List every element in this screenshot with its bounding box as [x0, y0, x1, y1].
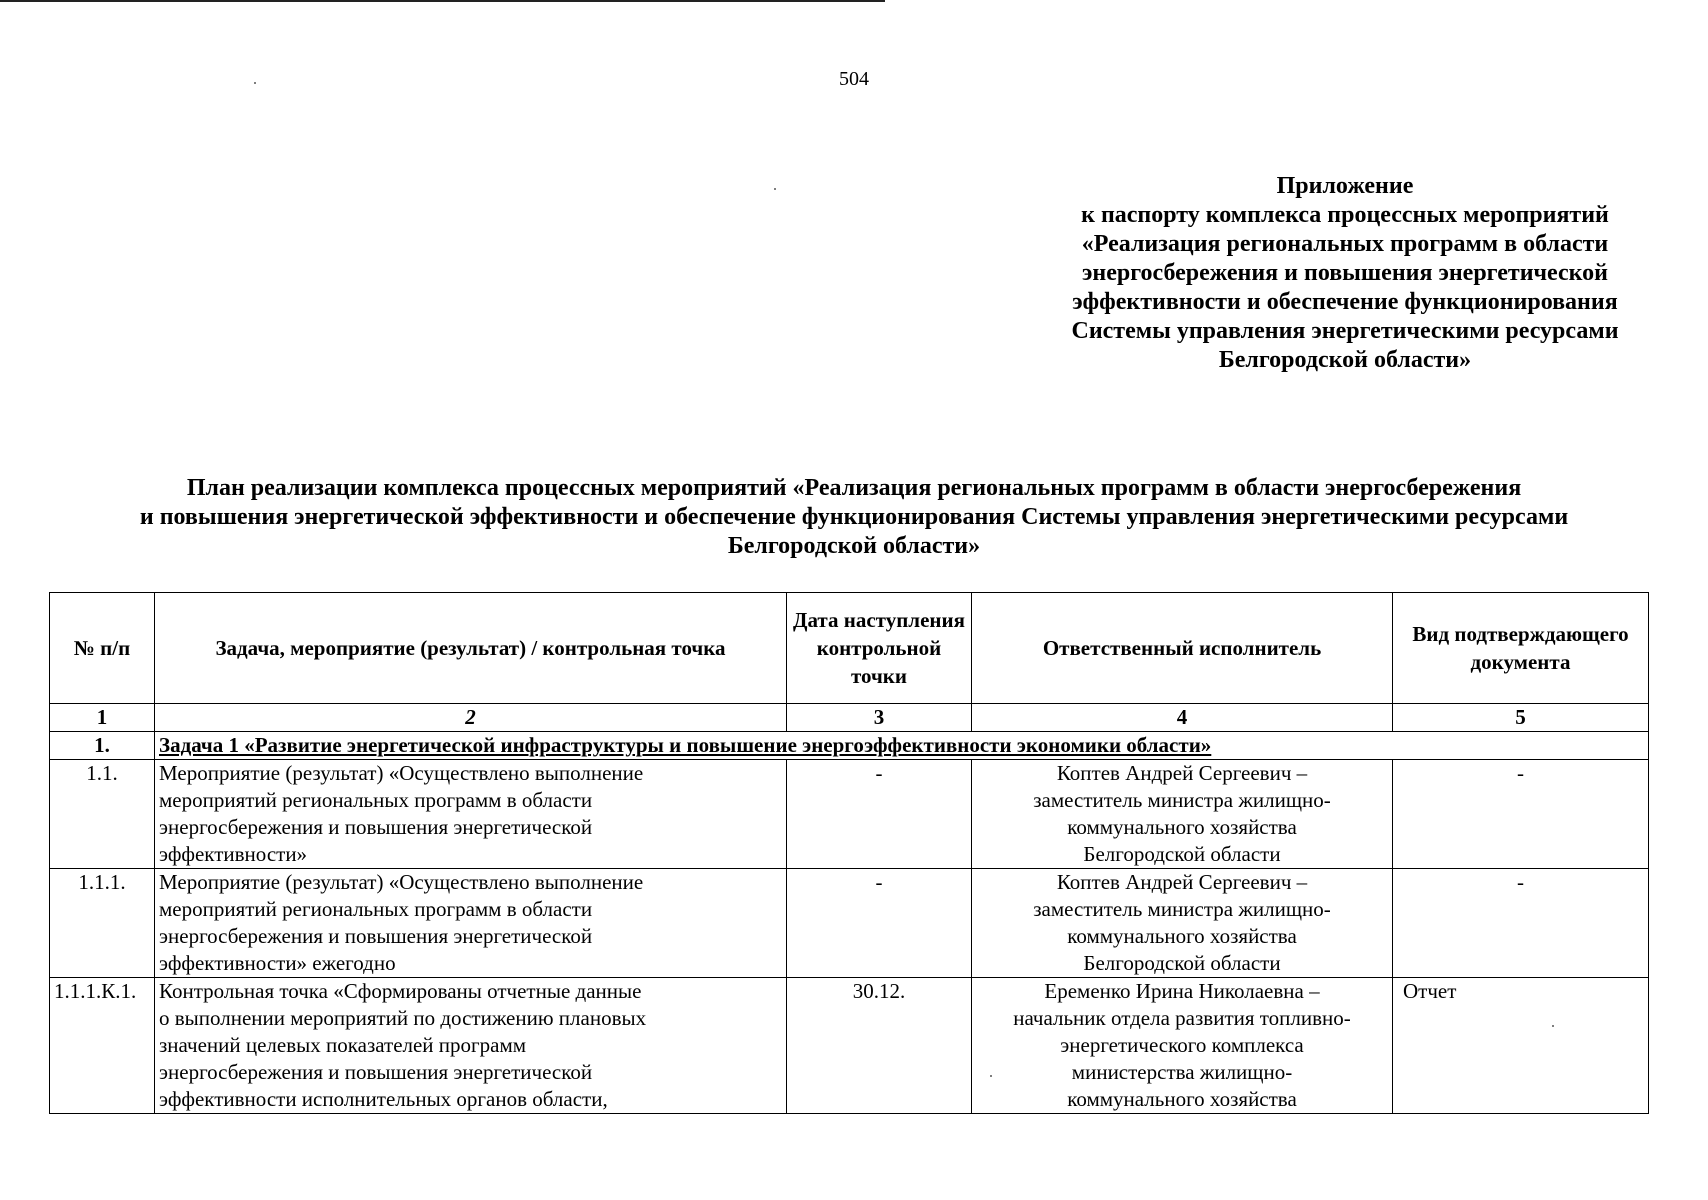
- executor-line: коммунального хозяйства: [1067, 815, 1297, 839]
- scan-speck: [1552, 1025, 1554, 1027]
- row-date: -: [787, 869, 972, 978]
- appendix-line: «Реализация региональных программ в области: [1081, 231, 1609, 257]
- scan-speck: [774, 188, 776, 190]
- description-line: Контрольная точка «Сформированы отчетные данные: [159, 979, 642, 1003]
- plan-table: [49, 592, 1649, 1114]
- column-number: 3: [787, 704, 972, 732]
- scan-speck: [254, 82, 256, 84]
- row-number: 1.1.1.: [50, 869, 155, 978]
- task-text: Задача 1 «Развитие энергетической инфраструктуры и повышение энергоэффективности экономики области»: [155, 732, 1649, 760]
- description-line: эффективности»: [159, 842, 308, 866]
- column-numbers-row: [50, 704, 1649, 732]
- header-number: № п/п: [50, 593, 155, 704]
- row-number: 1.1.1.К.1.: [50, 978, 155, 1114]
- description-line: мероприятий региональных программ в области: [159, 897, 593, 921]
- row-document: -: [1393, 760, 1649, 869]
- row-number: 1.1.: [50, 760, 155, 869]
- description-line: эффективности» ежегодно: [159, 951, 396, 975]
- description-line: энергосбережения и повышения энергетической: [159, 1060, 593, 1084]
- row-date: 30.12.: [787, 978, 972, 1114]
- description-line: энергосбережения и повышения энергетической: [159, 815, 593, 839]
- column-number: 2: [155, 704, 787, 732]
- row-document: -: [1393, 869, 1649, 978]
- column-number: 5: [1393, 704, 1649, 732]
- appendix-line: эффективности и обеспечение функционирования: [1072, 289, 1618, 315]
- description-line: Мероприятие (результат) «Осуществлено выполнение: [159, 761, 644, 785]
- scan-edge-line: [0, 0, 885, 2]
- row-document: Отчет: [1393, 978, 1649, 1114]
- description-line: Мероприятие (результат) «Осуществлено выполнение: [159, 870, 644, 894]
- appendix-line: Приложение: [1276, 173, 1414, 199]
- column-number: 1: [50, 704, 155, 732]
- header-document: Вид подтверждающего документа: [1393, 593, 1649, 704]
- description-line: о выполнении мероприятий по достижению плановых: [159, 1006, 647, 1030]
- description-line: энергосбережения и повышения энергетической: [159, 924, 593, 948]
- executor-line: коммунального хозяйства: [1067, 1087, 1297, 1111]
- plan-title: [40, 474, 1668, 561]
- appendix-line: к паспорту комплекса процессных мероприятий: [1081, 202, 1609, 228]
- description-line: мероприятий региональных программ в области: [159, 788, 593, 812]
- executor-line: Белгородской области: [1083, 842, 1281, 866]
- executor-line: заместитель министра жилищно-: [1033, 897, 1331, 921]
- row-description: [155, 978, 787, 1114]
- scan-speck: [990, 1075, 992, 1077]
- executor-line: начальник отдела развития топливно-: [1013, 1006, 1351, 1030]
- appendix-line: Системы управления энергетическими ресурсами: [1071, 318, 1619, 344]
- header-executor: Ответственный исполнитель: [972, 593, 1393, 704]
- header-date: Дата наступления контрольной точки: [787, 593, 972, 704]
- table-row: [50, 869, 1649, 978]
- description-line: эффективности исполнительных органов области,: [159, 1087, 608, 1111]
- executor-line: коммунального хозяйства: [1067, 924, 1297, 948]
- task-number: 1.: [50, 732, 155, 760]
- row-executor: [972, 978, 1393, 1114]
- column-number: 4: [972, 704, 1393, 732]
- appendix-line: энергосбережения и повышения энергетической: [1082, 260, 1608, 286]
- row-executor: [972, 869, 1393, 978]
- header-task: Задача, мероприятие (результат) / контрольная точка: [155, 593, 787, 704]
- appendix-line: Белгородской области»: [1218, 347, 1472, 373]
- plan-title-line: и повышения энергетической эффективности и обеспечение функционирования Системы управления энергетическими ресурсами: [139, 504, 1569, 530]
- executor-line: заместитель министра жилищно-: [1033, 788, 1331, 812]
- table-header-row: [50, 593, 1649, 704]
- plan-title-line: Белгородской области»: [727, 533, 981, 559]
- row-executor: [972, 760, 1393, 869]
- task-row: [50, 732, 1649, 760]
- executor-line: энергетического комплекса: [1060, 1033, 1304, 1057]
- executor-line: Белгородской области: [1083, 951, 1281, 975]
- row-date: -: [787, 760, 972, 869]
- description-line: значений целевых показателей программ: [159, 1033, 527, 1057]
- row-description: [155, 760, 787, 869]
- row-description: [155, 869, 787, 978]
- appendix-heading: [1000, 172, 1690, 375]
- executor-line: Еременко Ирина Николаевна –: [1044, 979, 1320, 1003]
- table-row: [50, 760, 1649, 869]
- executor-line: министерства жилищно-: [1071, 1060, 1293, 1084]
- page-number: 504: [839, 68, 869, 90]
- plan-title-line: План реализации комплекса процессных мероприятий «Реализация региональных программ в области энергосбережения: [186, 475, 1522, 501]
- executor-line: Коптев Андрей Сергеевич –: [1056, 761, 1308, 785]
- executor-line: Коптев Андрей Сергеевич –: [1056, 870, 1308, 894]
- table-row: [50, 978, 1649, 1114]
